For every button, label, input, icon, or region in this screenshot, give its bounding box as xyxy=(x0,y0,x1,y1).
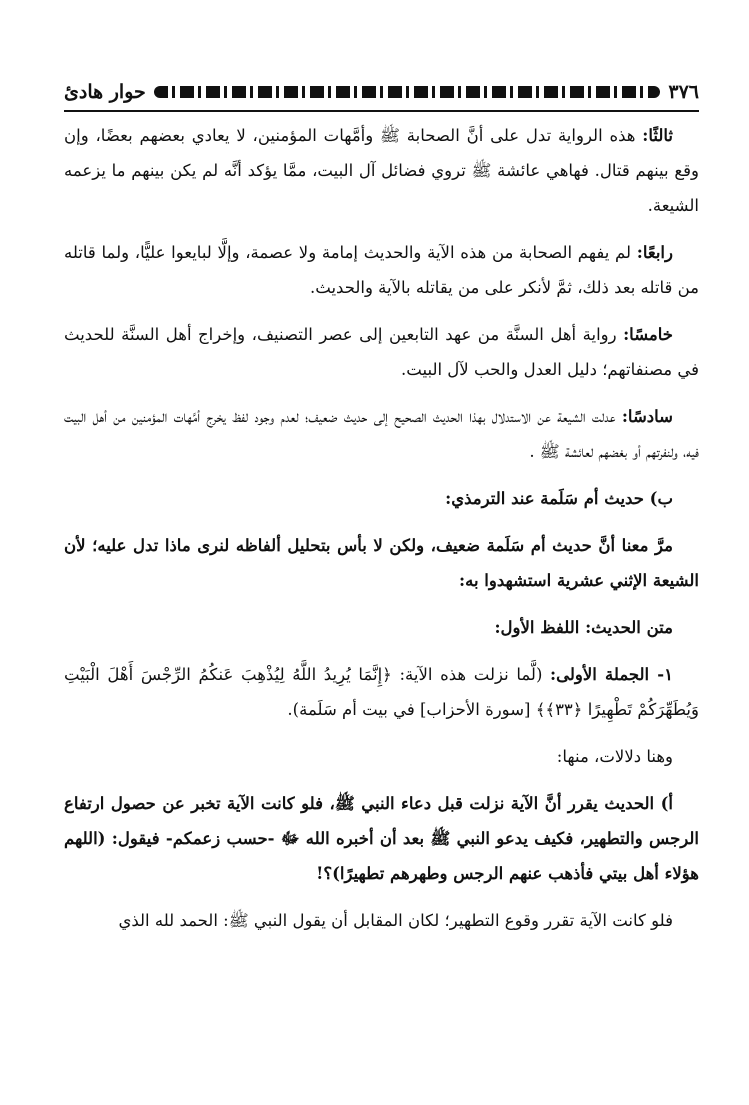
page-header xyxy=(64,76,699,108)
paragraph-sixthly xyxy=(64,399,699,469)
point-a-paragraph: أ) الحديث يقرر أنَّ الآية نزلت قبل دعاء النبي ﷺ، فلو كانت الآية تخبر عن حصول ارتفاع الرجس والتطهير، فكيف يدعو النبي ﷺ بعد أن أخبره الله ﷻ -حسب زعمكم- فيقول: (اللهم هؤلاء أهل بيتي فأذهب عنهم الرجس وطهرهم تطهيرًا)؟! xyxy=(64,794,699,883)
paragraph-thirdly xyxy=(64,118,699,223)
paragraph-text: (لَّما نزلت هذه الآية: ﴿إِنَّمَا يُرِيدُ اللَّهُ لِيُذْهِبَ عَنكُمُ الرِّجْسَ أَهْلَ الْبَيْتِ وَيُطَهِّرَكُمْ تَطْهِيرًا ﴿٣٣﴾﴾ [سورة الأحزاب] في بيت أم سَلَمة). xyxy=(64,665,699,719)
first-sentence-paragraph xyxy=(64,657,699,727)
paragraph-lead: ثالثًا: xyxy=(642,126,673,145)
matn-heading: متن الحديث: اللفظ الأول: xyxy=(494,618,673,637)
paragraph-fourthly xyxy=(64,235,699,305)
paragraph-text: رواية أهل السنَّة من عهد التابعين إلى عصر التصنيف، وإخراج أهل السنَّة للحديث في مصنفاتهم؛ دليل العدل والحب لآل البيت. xyxy=(64,325,699,379)
page-number: ٣٧٦ xyxy=(668,80,699,103)
book-title: حوار هادئ xyxy=(64,80,146,103)
paragraph-lead: رابعًا: xyxy=(636,243,673,262)
indications-intro: وهنا دلالات، منها: xyxy=(556,747,673,766)
paragraph-text: عدلت الشيعة عن الاستدلال بهذا الحديث الصحيح إلى حديث ضعيف؛ لعدم وجود لفظ يخرج أمَّهات المؤمنين من أهل البيت فيه، ولنفرتهم أو بغضهم لعائشة ﷺ . xyxy=(64,407,699,461)
section-b-heading: ب) حديث أم سَلَمة عند الترمذي: xyxy=(445,489,673,508)
paragraph-text: هذه الرواية تدل على أنَّ الصحابة ﷺ وأمَّهات المؤمنين، لا يعادي بعضهم بعضًا، وإن وقع بينهم قتال. فهاهي عائشة ﷺ تروي فضائل آل البيت، ممَّا يؤكد أنَّه لم يكن بينهم ما يزعمه الشيعة. xyxy=(64,126,699,215)
page-body xyxy=(64,118,699,950)
paragraph-lead: خامسًا: xyxy=(623,325,673,344)
paragraph-fifthly xyxy=(64,317,699,387)
section-b-intro: مرَّ معنا أنَّ حديث أم سَلَمة ضعيف، ولكن لا بأس بتحليل ألفاظه لنرى ماذا تدل عليه؛ لأن الشيعة الإثني عشرية استشهدوا به: xyxy=(64,536,699,590)
last-line-paragraph: فلو كانت الآية تقرر وقوع التطهير؛ لكان المقابل أن يقول النبي ﷺ: الحمد لله الذي xyxy=(118,911,673,930)
paragraph-lead: سادسًا: xyxy=(621,407,673,426)
paragraph-text: لم يفهم الصحابة من هذه الآية والحديث إمامة ولا عصمة، وإلَّا لبايعوا عليًّا، ولما قاتله من قاتله بعد ذلك، ثمَّ لأنكر على من يقاتله بالآية والحديث. xyxy=(64,243,699,297)
paragraph-lead: ١- الجملة الأولى: xyxy=(550,665,673,684)
decorative-chain-ornament-icon xyxy=(154,86,661,98)
header-divider xyxy=(64,110,699,112)
